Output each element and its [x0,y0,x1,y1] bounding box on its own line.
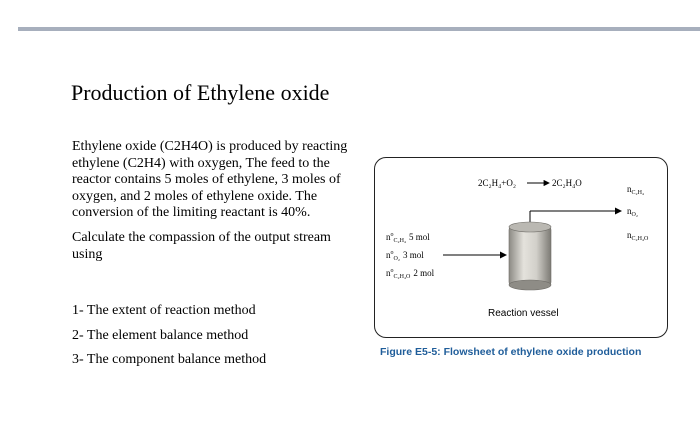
feed-oxygen-label: $n^o_{O_2}$ 3 mol [386,250,424,262]
flowsheet-diagram [375,158,669,339]
flowsheet-figure [374,157,668,338]
method-item: 2- The element balance method [72,327,249,343]
header-rule [18,27,700,31]
problem-paragraph: Ethylene oxide (C2H4O) is produced by reacting ethylene (C2H4) with oxygen, The feed to the reactor contains 5 moles of ethylene, 3 moles of oxygen, and 2 moles of ethylene oxide. The conversion of the limiting reactant is 40%. [72,139,348,221]
output-oxygen-label: $n_{O_2}$ [627,206,638,218]
output-ethylene-label: $n_{C_2H_4}$ [627,184,645,196]
page-title: Production of Ethylene oxide [71,80,330,105]
reaction-reactants: 2C₂H₄+O₂ [478,178,516,188]
feed-ethylene-label: $n^o_{C_2H_4}$ 5 mol [386,232,430,244]
feed-ethylene-oxide-label: $n^o_{C_2H_4O}$ 2 mol [386,268,435,280]
reaction-vessel [509,222,551,290]
reaction-products: 2C₂H₄O [552,178,582,188]
task-paragraph: Calculate the compassion of the output stream using [72,229,331,262]
output-ethylene-oxide-label: $n_{C_2H_4O}$ [627,230,649,242]
problem-statement [72,139,364,263]
method-item: 3- The component balance method [72,352,267,367]
method-list [72,299,266,373]
method-item: 1- The extent of reaction method [72,303,256,318]
vessel-label: Reaction vessel [488,308,559,319]
figure-caption: Figure E5-5: Flowsheet of ethylene oxide production [380,346,642,358]
